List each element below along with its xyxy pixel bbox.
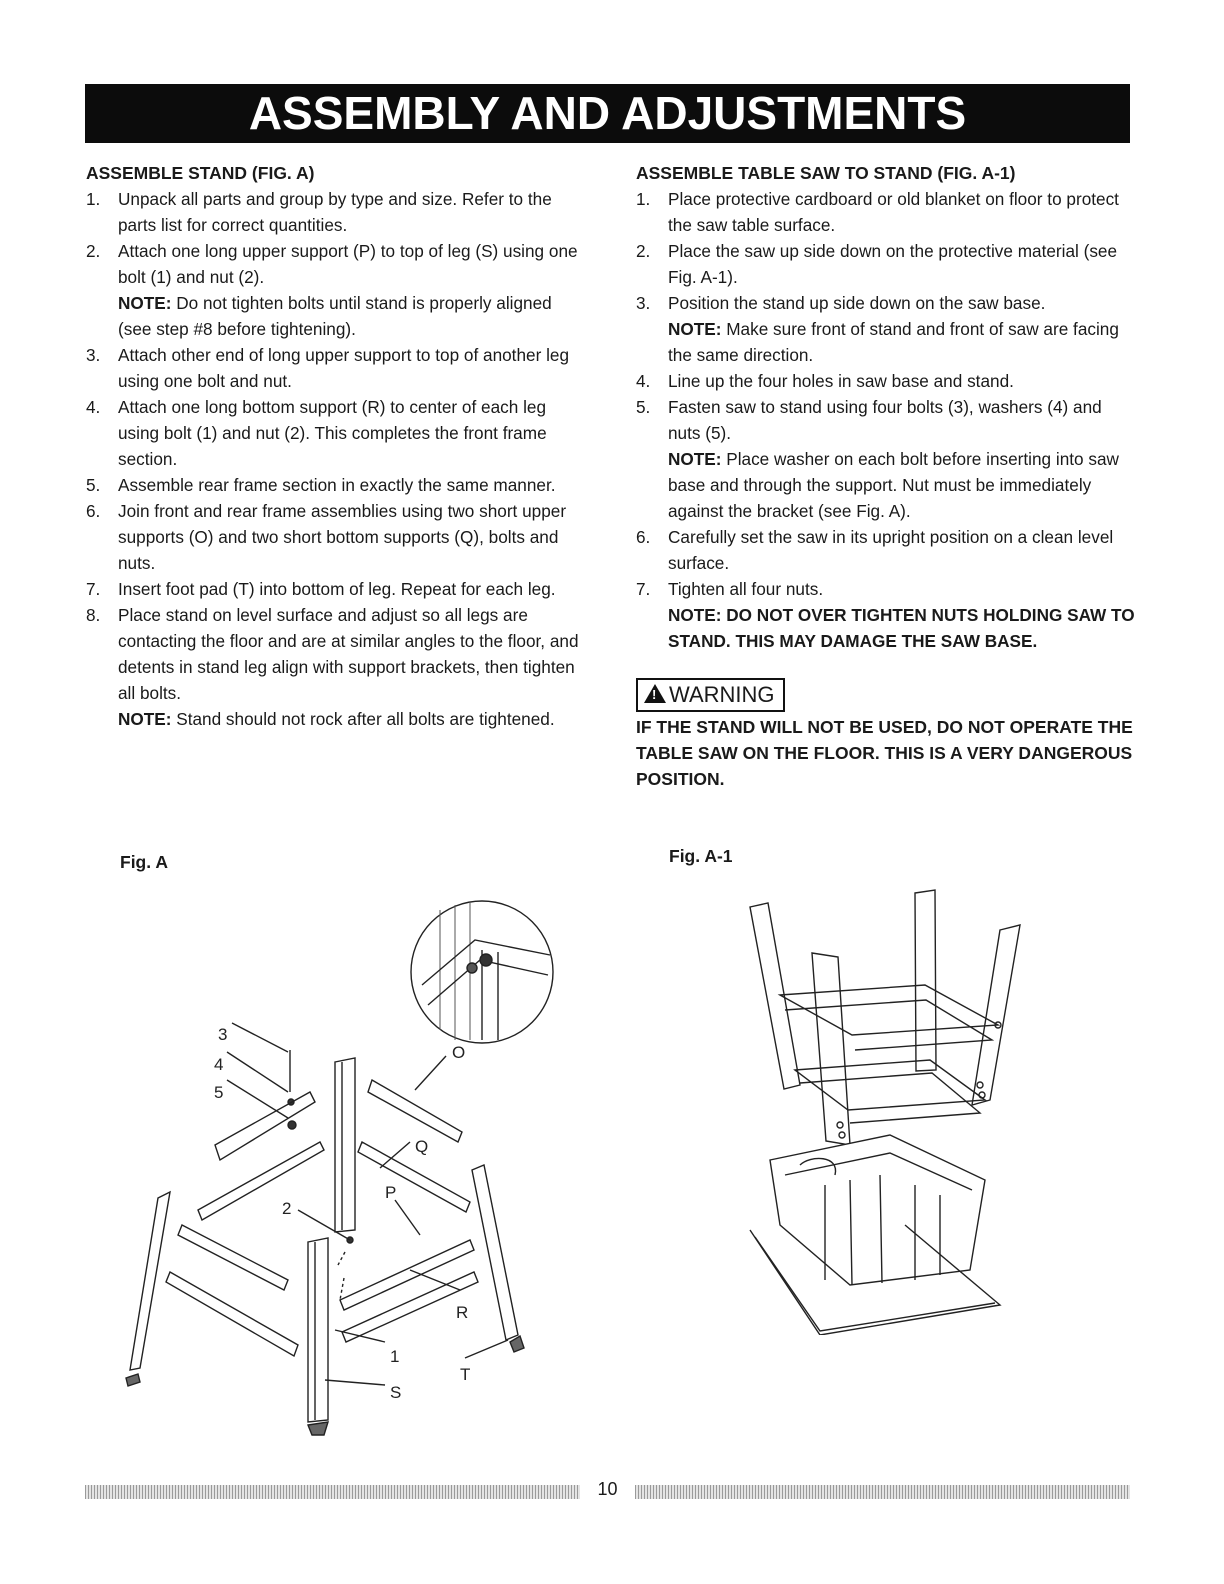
bold-note: NOTE: DO NOT OVER TIGHTEN NUTS HOLDING SAW TO STAND. THIS MAY DAMAGE THE SAW BASE. — [668, 605, 1135, 651]
list-item: 6. Carefully set the saw in its upright position on a clean level surface. — [636, 527, 1114, 573]
callout-q: Q — [415, 1137, 429, 1156]
list-item: 7. Insert foot pad (T) into bottom of leg. Repeat for each leg. — [86, 579, 556, 599]
callout-o: O — [452, 1043, 466, 1062]
list-item: 5. Fasten saw to stand using four bolts (3), washers (4) and nuts (5). NOTE: Place washer on each bolt before inserting into saw base and through the support. Nut must be immediately against the bracket (see Fig. A). — [636, 397, 1119, 521]
note-text: Make sure front of stand and front of saw are facing the same direction. — [668, 319, 1119, 365]
note-label: NOTE: — [668, 319, 722, 339]
callout-t: T — [460, 1365, 471, 1384]
note-label: NOTE: — [118, 293, 172, 313]
list-item: 2. Place the saw up side down on the protective material (see Fig. A-1). — [636, 241, 1118, 287]
page-title: ASSEMBLY AND ADJUSTMENTS — [248, 87, 967, 139]
list-item: 1. Place protective cardboard or old blanket on floor to protect the saw table surface. — [636, 189, 1119, 235]
note-label: NOTE: — [118, 709, 172, 729]
list-item: 6. Join front and rear frame assemblies using two short upper supports (O) and two short bottom supports (Q), bolts and nuts. — [86, 501, 567, 573]
list-item: 3. Attach other end of long upper support to top of another leg using one bolt and nut. — [86, 345, 570, 391]
warning-triangle-icon: ! — [644, 684, 666, 703]
callout-1: 1 — [390, 1347, 400, 1366]
fig-a-label: Fig. A — [120, 852, 168, 872]
fig-a1-saw-stand-diagram — [740, 885, 1040, 1335]
list-item: 7. Tighten all four nuts. NOTE: DO NOT OVER TIGHTEN NUTS HOLDING SAW TO STAND. THIS MAY DAMAGE THE SAW BASE. — [636, 579, 1135, 651]
callout-2: 2 — [282, 1199, 292, 1218]
section-heading: ASSEMBLE STAND (FIG. A) — [86, 163, 315, 183]
callout-4: 4 — [214, 1055, 224, 1074]
list-item: 8. Place stand on level surface and adjust so all legs are contacting the floor and are at similar angles to the floor, and detents in stand leg align with support brackets, then tighten all bolts. NOTE: Stand should not rock after all bolts are tightened. — [86, 605, 579, 729]
step-list — [86, 186, 586, 732]
page-title-banner — [85, 84, 1130, 143]
step-list — [636, 186, 1136, 654]
fig-a-stand-diagram — [110, 880, 590, 1450]
list-item: 3. Position the stand up side down on the saw base. NOTE: Make sure front of stand and front of saw are facing the same direction. — [636, 293, 1119, 365]
fig-a1-label: Fig. A-1 — [669, 846, 733, 866]
callout-r: R — [456, 1303, 469, 1322]
callout-5: 5 — [214, 1083, 224, 1102]
list-item: 1. Unpack all parts and group by type and size. Refer to the parts list for correct quantities. — [86, 189, 552, 235]
list-item: 2. Attach one long upper support (P) to top of leg (S) using one bolt (1) and nut (2). NOTE: Do not tighten bolts until stand is properly aligned (see step #8 before tightening). — [86, 241, 578, 339]
assemble-stand-section — [86, 160, 586, 732]
note-text: Do not tighten bolts until stand is properly aligned (see step #8 before tightening). — [118, 293, 552, 339]
list-item: 5. Assemble rear frame section in exactly the same manner. — [86, 475, 556, 495]
callout-s: S — [390, 1383, 402, 1402]
callout-3: 3 — [218, 1025, 228, 1044]
warning-text: IF THE STAND WILL NOT BE USED, DO NOT OPERATE THE TABLE SAW ON THE FLOOR. THIS IS A VERY DANGEROUS POSITION. — [636, 717, 1133, 789]
note-label: NOTE: — [668, 449, 722, 469]
section-heading: ASSEMBLE TABLE SAW TO STAND (FIG. A-1) — [636, 163, 1016, 183]
note-text: Place washer on each bolt before inserting into saw base and through the support. Nut must be immediately against the bracket (see Fig. A). — [668, 449, 1119, 521]
footer-rule-left — [85, 1485, 580, 1499]
footer-rule-right — [635, 1485, 1130, 1499]
page-footer — [85, 1479, 1130, 1502]
note-text: Stand should not rock after all bolts are tightened. — [171, 709, 555, 729]
list-item: 4. Line up the four holes in saw base and stand. — [636, 371, 1014, 391]
list-item: 4. Attach one long bottom support (R) to center of each leg using bolt (1) and nut (2). This completes the front frame section. — [86, 397, 547, 469]
warning-label: WARNING — [669, 682, 775, 707]
callout-p: P — [385, 1183, 397, 1202]
assemble-saw-section — [636, 160, 1136, 792]
warning-badge — [636, 678, 785, 712]
page-number: 10 — [597, 1479, 618, 1499]
